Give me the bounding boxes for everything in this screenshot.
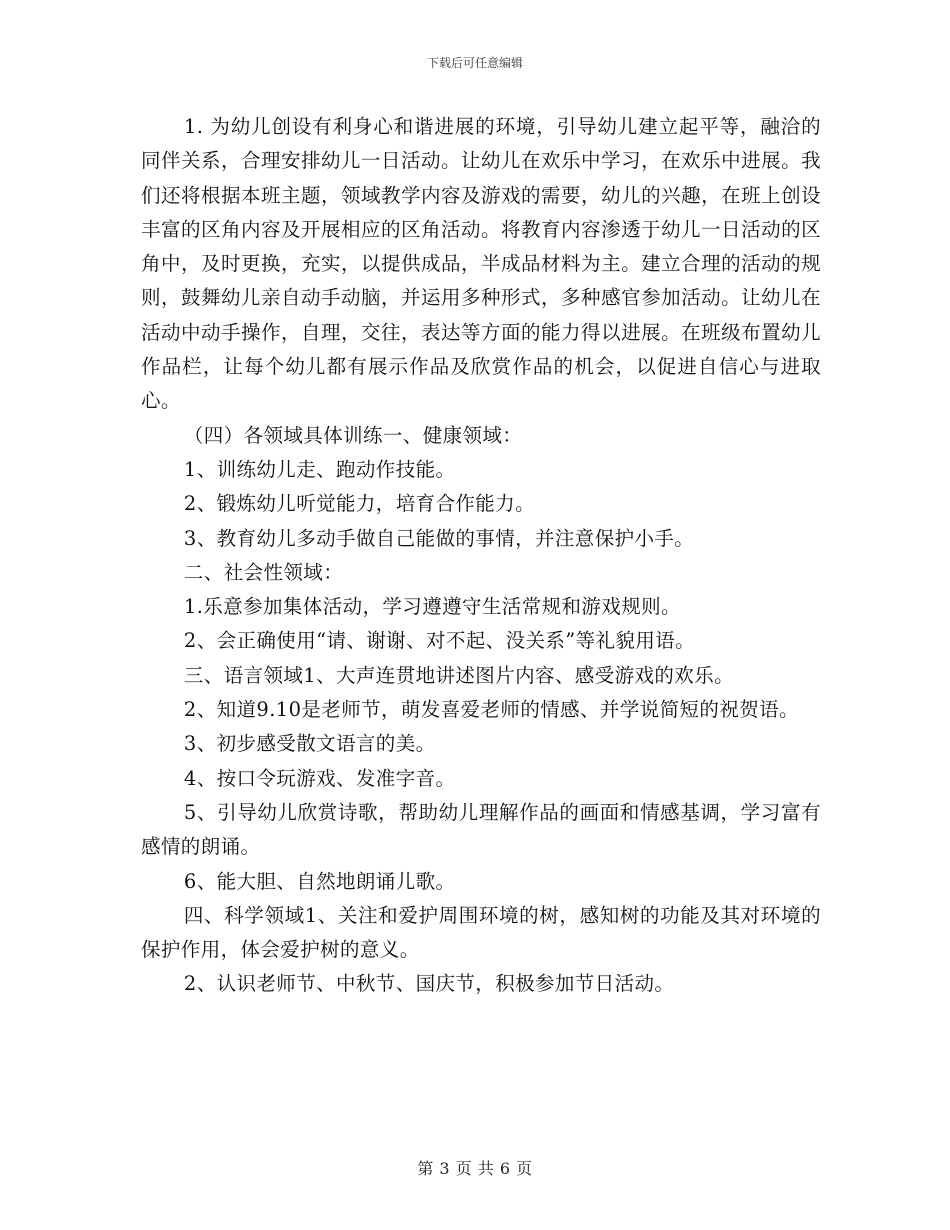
paragraph-domains-health-heading: （四）各领域具体训练一、健康领域： <box>183 423 523 447</box>
paragraph-language-4: 4、按口令玩游戏、发准字音。 <box>183 766 456 790</box>
paragraph-language-5: 5、引导幼儿欣赏诗歌，帮助幼儿理解作品的画面和情感基调，学习富有感情的朗诵。 <box>141 800 821 859</box>
paragraph-health-2: 2、锻炼幼儿听觉能力，培育合作能力。 <box>183 492 535 516</box>
paragraph-language-heading: 三、语言领域1、大声连贯地讲述图片内容、感受游戏的欢乐。 <box>183 663 734 687</box>
paragraph-health-1: 1、训练幼儿走、跑动作技能。 <box>183 457 456 481</box>
paragraph-science-heading: 四、科学领域1、关注和爱护周围环境的树，感知树的功能及其对环境的保护作用，体会爱护树的意义。 <box>141 903 821 962</box>
paragraph-language-3: 3、初步感受散文语言的美。 <box>183 732 436 756</box>
paragraph-social-1: 1.乐意参加集体活动，学习遵遵守生活常规和游戏规则。 <box>183 595 681 619</box>
paragraph-science-2: 2、认识老师节、中秋节、国庆节，积极参加节日活动。 <box>183 972 675 996</box>
page-number-footer: 第 3 页 共 6 页 <box>417 1159 533 1178</box>
page-header: 下载后可任意编辑 <box>426 56 523 70</box>
paragraph-environment: 1. 为幼儿创设有利身心和谐进展的环境，引导幼儿建立起平等，融洽的同伴关系，合理安排幼儿一日活动。让幼儿在欢乐中学习，在欢乐中进展。我们还将根据本班主题，领域教学内容及游戏的需要，幼儿的兴趣，在班上创设丰富的区角内容及开展相应的区角活动。将教育内容渗透于幼儿一日活动的区角中，及时更换，充实，以提供成品，半成品材料为主。建立合理的活动的规则，鼓舞幼儿亲自动手动脑，并运用多种形式，多种感官参加活动。让幼儿在活动中动手操作，自理，交往，表达等方面的能力得以进展。在班级布置幼儿作品栏，让每个幼儿都有展示作品及欣赏作品的机会，以促进自信心与进取心。 <box>141 115 821 413</box>
paragraph-social-2: 2、会正确使用“请、谢谢、对不起、没关系”等礼貌用语。 <box>183 629 696 653</box>
paragraph-health-3: 3、教育幼儿多动手做自己能做的事情，并注意保护小手。 <box>183 526 695 550</box>
paragraph-language-6: 6、能大胆、自然地朗诵儿歌。 <box>183 869 456 893</box>
paragraph-language-2: 2、知道9.10是老师节，萌发喜爱老师的情感、并学说简短的祝贺语。 <box>183 698 799 722</box>
paragraph-social-heading: 二、社会性领域： <box>183 560 344 584</box>
document-body <box>141 110 821 1002</box>
